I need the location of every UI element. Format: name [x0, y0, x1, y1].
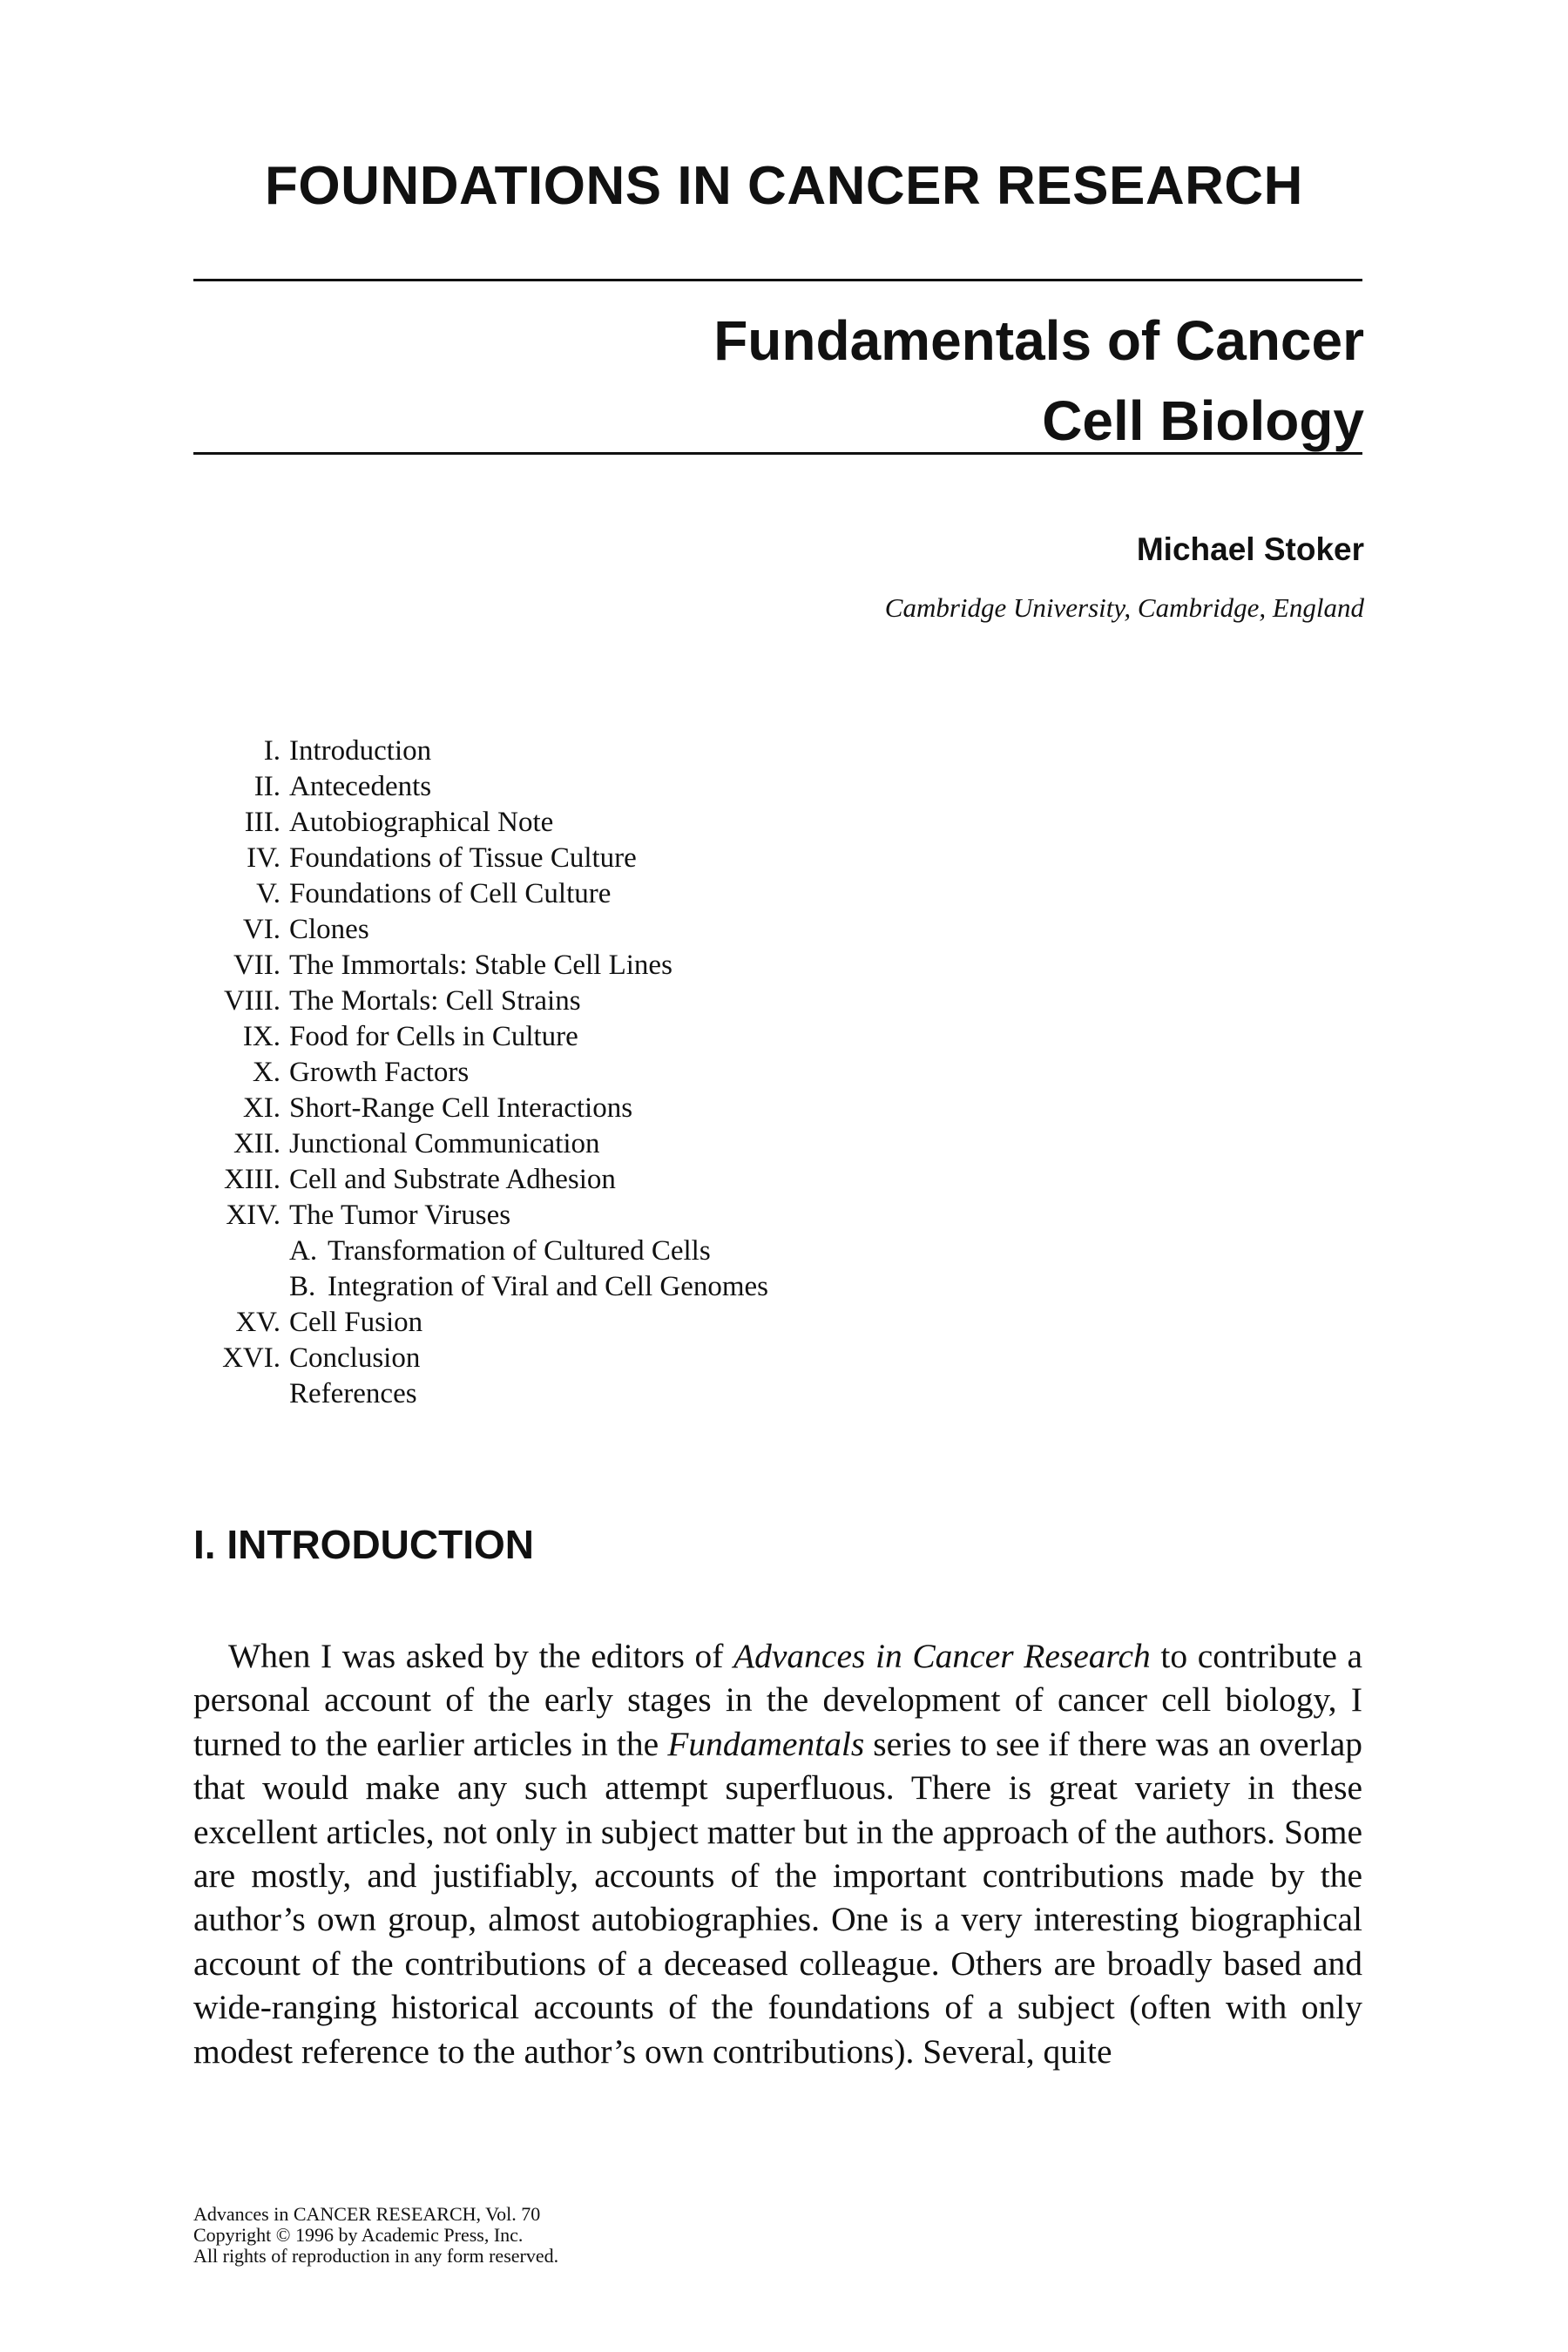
body-paragraph — [193, 1634, 1362, 2073]
toc-label: Clones — [289, 914, 369, 945]
toc-item — [193, 1376, 977, 1412]
author-name: Michael Stoker — [1136, 531, 1364, 567]
table-of-contents — [193, 733, 977, 1412]
footer-copyright-line: Copyright © 1996 by Academic Press, Inc. — [193, 2224, 524, 2246]
toc-item — [193, 983, 977, 1019]
toc-number: IV. — [247, 842, 280, 874]
toc-label: The Mortals: Cell Strains — [289, 985, 581, 1017]
journal-title-italic: Advances in Cancer Research — [733, 1637, 1151, 1675]
series-title: FOUNDATIONS IN CANCER RESEARCH — [265, 156, 1303, 216]
toc-label: Growth Factors — [289, 1057, 470, 1088]
toc-number: XIV. — [226, 1200, 280, 1231]
series-name-italic: Fundamentals — [667, 1724, 865, 1763]
toc-item — [193, 1341, 977, 1376]
title-rule-top — [193, 279, 1362, 281]
toc-number: B. — [289, 1271, 316, 1302]
toc-label: Foundations of Tissue Culture — [289, 842, 637, 874]
toc-number: II. — [253, 771, 280, 802]
toc-label: The Immortals: Stable Cell Lines — [289, 950, 672, 981]
toc-number: VII. — [233, 950, 280, 981]
footer-rights-line: All rights of reproduction in any form reserved. — [193, 2245, 559, 2267]
toc-number: VI. — [242, 914, 280, 945]
article-title-line-2: Cell Biology — [1042, 389, 1364, 452]
toc-label: Transformation of Cultured Cells — [328, 1235, 711, 1267]
toc-label: References — [289, 1378, 417, 1409]
toc-item — [193, 733, 977, 769]
toc-number: X. — [252, 1057, 280, 1088]
toc-label: Cell Fusion — [289, 1307, 423, 1338]
toc-label: Junctional Communication — [289, 1128, 600, 1159]
toc-item — [193, 1055, 977, 1091]
toc-item — [193, 1019, 977, 1055]
toc-number: IX. — [242, 1021, 280, 1052]
toc-number: III. — [244, 807, 280, 838]
paragraph-text: to contribute a personal account of the early stages in the development of cancer cell biology, I turned to the earlier articles in the — [193, 1637, 1363, 1763]
toc-item — [193, 841, 977, 876]
toc-item — [193, 1198, 977, 1233]
toc-number: XIII. — [223, 1164, 280, 1195]
toc-item — [193, 912, 977, 948]
toc-number: XVI. — [222, 1342, 280, 1374]
toc-item — [193, 876, 977, 912]
toc-label: Food for Cells in Culture — [289, 1021, 578, 1052]
toc-number: A. — [289, 1235, 318, 1267]
toc-label: Introduction — [289, 735, 432, 767]
paragraph-text: When I was asked by the editors of — [228, 1637, 733, 1675]
toc-label: Antecedents — [289, 771, 432, 802]
toc-number: V. — [256, 878, 280, 909]
toc-label: Autobiographical Note — [289, 807, 554, 838]
title-rule-bottom — [193, 452, 1362, 455]
toc-item — [193, 1091, 977, 1126]
toc-number: XV. — [235, 1307, 280, 1338]
footer-journal-line: Advances in CANCER RESEARCH, Vol. 70 — [193, 2203, 541, 2225]
toc-subitem — [193, 1269, 977, 1305]
toc-label: Cell and Substrate Adhesion — [289, 1164, 616, 1195]
toc-number: I. — [263, 735, 280, 767]
toc-item — [193, 1126, 977, 1162]
toc-subitem — [193, 1233, 977, 1269]
copyright-footer — [193, 2204, 558, 2267]
toc-number: XII. — [233, 1128, 280, 1159]
article-title-line-1: Fundamentals of Cancer — [713, 309, 1364, 372]
toc-item — [193, 1162, 977, 1198]
toc-label: Conclusion — [289, 1342, 421, 1374]
toc-number: VIII. — [223, 985, 280, 1017]
author-affiliation: Cambridge University, Cambridge, England — [884, 592, 1364, 623]
toc-item — [193, 769, 977, 805]
toc-item — [193, 948, 977, 983]
toc-label: The Tumor Viruses — [289, 1200, 511, 1231]
toc-label: Integration of Viral and Cell Genomes — [328, 1271, 769, 1302]
toc-number: XI. — [242, 1092, 280, 1124]
toc-label: Foundations of Cell Culture — [289, 878, 612, 909]
section-heading: I. INTRODUCTION — [193, 1522, 534, 1567]
paragraph-text: series to see if there was an overlap that would make any such attempt superfluous. There is great variety in these excellent articles, not only in subject matter but in the approach of the authors. Some are mostly, and justifiably, accounts of the important contributions made by the author’s own group, almost autobiographies. One is a very interesting biographical account of the contributions of a deceased colleague. Others are broadly based and wide-ranging historical accounts of the foundations of a subject (often with only modest reference to the author’s own contributions). Several, quite — [193, 1724, 1362, 2071]
toc-item — [193, 805, 977, 841]
toc-label: Short-Range Cell Interactions — [289, 1092, 633, 1124]
article-title — [319, 301, 1364, 461]
toc-item — [193, 1305, 977, 1341]
